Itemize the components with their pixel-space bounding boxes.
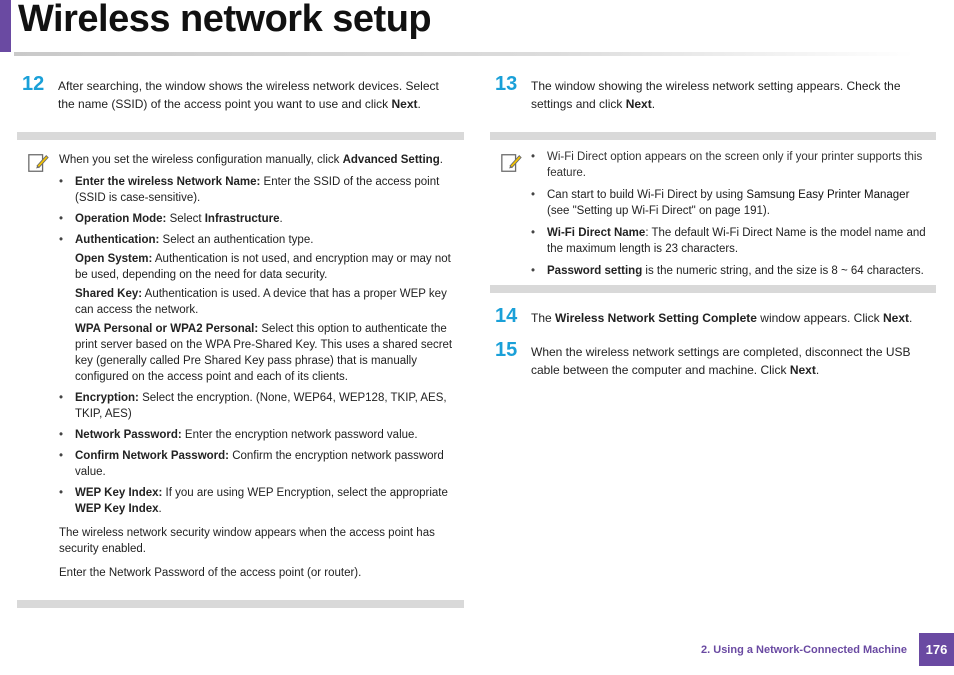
list-item: • Network Password: Enter the encryption network password value. [59, 427, 454, 443]
step-13 [495, 73, 935, 113]
note-body-right [531, 149, 931, 285]
step-text: The window showing the wireless network setting appears. Check the settings and click Next. [531, 79, 901, 111]
step-number: 13 [495, 73, 518, 95]
list-item: • Operation Mode: Select Infrastructure. [59, 211, 454, 227]
step-15 [495, 339, 935, 379]
wifi-direct-list [531, 149, 931, 279]
auth-option: WPA Personal or WPA2 Personal: Select this option to authenticate the print server based on the WPA Pre-Shared Key. This uses a shared secret key (generally called Pre Shared Key pass phrase) that is manually configured on the access point and each of its clients. [75, 323, 453, 383]
list-item: • Can start to build Wi-Fi Direct by using Samsung Easy Printer Manager (see "Setting up Wi-Fi Direct" on page 191). [531, 187, 931, 219]
step-number: 12 [22, 73, 45, 95]
pencil-note-icon [500, 152, 522, 174]
step-text: The Wireless Network Setting Complete window appears. Click Next. [531, 311, 913, 325]
list-item: • Confirm Network Password: Confirm the encryption network password value. [59, 448, 454, 480]
note-body-left [59, 152, 459, 581]
step-12 [22, 73, 452, 113]
step-number: 14 [495, 305, 518, 327]
note-box-right [490, 132, 936, 293]
settings-list [59, 174, 454, 517]
title-accent-bar [0, 0, 11, 52]
list-item: • Authentication: Select an authentication type. Open System: Authentication is not used, and encryption may or may not be used, depending on the need for data security. Shared Key: Authentication is used. A device that has a proper WEP key can access the network. WPA Personal or WPA2 Personal: Select this option to authenticate the print server based on the WPA Pre-Shared Key. This uses a shared secret key (generally called Pre Shared Key pass phrase) that is manually configured on the access point and each of its clients. [59, 232, 454, 385]
list-item: • Wi-Fi Direct option appears on the screen only if your printer supports this feature. [531, 149, 931, 181]
note-paragraph: The wireless network security window appears when the access point has security enabled. [59, 527, 435, 555]
auth-option: Shared Key: Authentication is used. A device that has a proper WEP key can access the network. [75, 288, 447, 316]
step-14 [495, 305, 935, 327]
list-item: • Wi-Fi Direct Name: The default Wi-Fi Direct Name is the model name and the maximum length is 23 characters. [531, 225, 931, 257]
page-number: 176 [919, 633, 954, 666]
auth-option: Open System: Authentication is not used, and encryption may or may not be used, depending on the need for data security. [75, 253, 451, 281]
step-text: When the wireless network settings are completed, disconnect the USB cable between the computer and machine. Click Next. [531, 345, 911, 377]
note-box-left [17, 132, 464, 608]
page-title: Wireless network setup [18, 0, 432, 40]
note-paragraph: Enter the Network Password of the access point (or router). [59, 567, 362, 579]
step-number: 15 [495, 339, 518, 361]
list-item: • Password setting is the numeric string, and the size is 8 ~ 64 characters. [531, 263, 931, 279]
note-intro: When you set the wireless configuration manually, click Advanced Setting. [59, 154, 443, 166]
pencil-note-icon [27, 152, 49, 174]
list-item: • Encryption: Select the encryption. (None, WEP64, WEP128, TKIP, AES, TKIP, AES) [59, 390, 454, 422]
list-item: • Enter the wireless Network Name: Enter the SSID of the access point (SSID is case-sensitive). [59, 174, 454, 206]
step-text: After searching, the window shows the wireless network devices. Select the name (SSID) of the access point you want to use and click Next. [58, 79, 439, 111]
footer-chapter: 2. Using a Network-Connected Machine [701, 644, 907, 656]
list-item: • WEP Key Index: If you are using WEP Encryption, select the appropriate WEP Key Index. [59, 485, 454, 517]
title-divider [14, 52, 914, 56]
